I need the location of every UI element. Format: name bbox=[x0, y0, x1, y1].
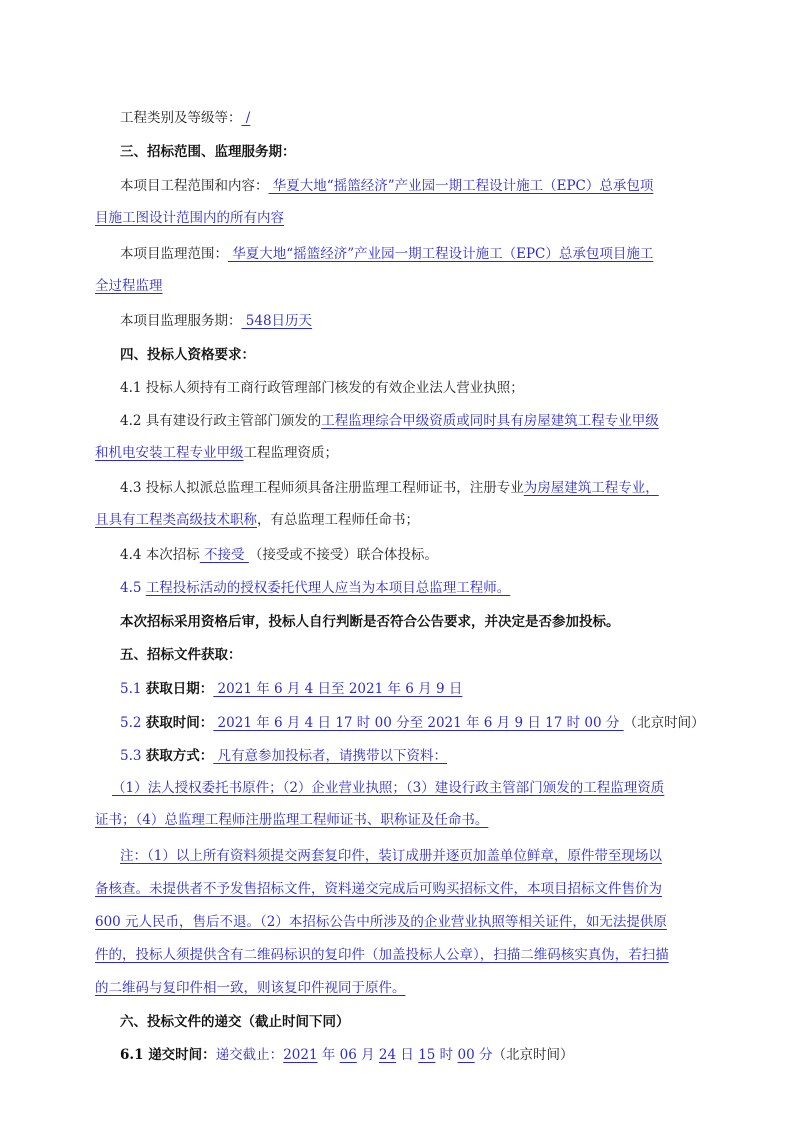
submission-deadline-prefix: 递交截止： bbox=[215, 1047, 284, 1063]
note-text-1: 注：（1）以上所有资料须提交两套复印件，装订成册并逐页加盖单位鲜章，原件带至现场以 bbox=[120, 848, 662, 864]
acquisition-method-value: 凡有意参加投标者，请携带以下资料： bbox=[213, 748, 448, 764]
requirement-4-2-line-1 bbox=[120, 411, 695, 431]
requirement-4-4 bbox=[120, 545, 695, 565]
supervision-line-2 bbox=[95, 276, 695, 296]
submission-time-line bbox=[120, 1045, 695, 1065]
consortium-option: 不接受 bbox=[199, 547, 249, 563]
note-line-3 bbox=[95, 912, 695, 932]
scope-value-1: 华夏大地“摇篮经济”产业园一期工程设计施工（EPC）总承包项 bbox=[268, 178, 654, 194]
scope-line-1 bbox=[120, 176, 695, 196]
requirement-4-2-prefix: 4.2 具有建设行政主管部门颁发的 bbox=[120, 413, 322, 429]
service-period-line bbox=[120, 311, 695, 331]
supervision-value-1: 华夏大地“摇篮经济”产业园一期工程设计施工（EPC）总承包项目施工 bbox=[228, 246, 654, 262]
requirement-4-3-line-1 bbox=[120, 478, 695, 498]
acquisition-method-line bbox=[120, 746, 695, 766]
requirement-4-2-suffix: 工程监理资质； bbox=[243, 445, 338, 461]
qualification-notice: 本次招标采用资格后审，投标人自行判断是否符合公告要求，并决定是否参加投标。 bbox=[120, 614, 620, 630]
requirement-4-5 bbox=[120, 578, 695, 598]
section-4-heading: 四、投标人资格要求： bbox=[120, 347, 255, 363]
requirement-4-3-line-2 bbox=[95, 510, 695, 530]
acquisition-date-label: 获取日期： bbox=[145, 681, 214, 697]
section-3-heading: 三、招标范围、监理服务期： bbox=[120, 144, 296, 160]
section-6-heading: 六、投标文件的递交（截止时间下同） bbox=[120, 1014, 350, 1030]
supervision-label: 本项目监理范围： bbox=[120, 246, 228, 262]
note-text-2: 备核查。未提供者不予发售招标文件，资料递交完成后可购买招标文件，本项目招标文件售价为 bbox=[95, 881, 662, 897]
submission-hour: 15 bbox=[418, 1047, 436, 1063]
note-text-3: 600 元人民币，售后不退。（2）本招标公告中所涉及的企业营业执照等相关证件，如无法提供原 bbox=[95, 914, 667, 930]
submission-month: 06 bbox=[339, 1047, 357, 1063]
scope-line-2 bbox=[95, 208, 695, 228]
submission-minute: 00 bbox=[457, 1047, 475, 1063]
acquisition-date-value: 2021 年 6 月 4 日至 2021 年 6 月 9 日 bbox=[213, 681, 463, 697]
note-line-5 bbox=[95, 978, 695, 998]
acquisition-time-timezone: （北京时间） bbox=[623, 715, 705, 731]
scope-value-2: 目施工图设计范围内的所有内容 bbox=[95, 210, 284, 226]
service-period-label: 本项目监理服务期： bbox=[120, 313, 242, 329]
submission-time-number: 6.1 bbox=[120, 1047, 149, 1063]
materials-line-2 bbox=[95, 810, 695, 830]
supervision-line-1 bbox=[120, 244, 695, 264]
submission-day: 24 bbox=[378, 1047, 397, 1063]
requirement-4-4-prefix: 4.4 本次招标 bbox=[120, 547, 200, 563]
acquisition-date-line bbox=[120, 679, 695, 699]
requirement-4-5-text: 工程投标活动的授权委托代理人应当为本项目总监理工程师。 bbox=[145, 580, 511, 596]
requirement-4-1: 4.1 投标人须持有工商行政管理部门核发的有效企业法人营业执照； bbox=[120, 380, 524, 396]
requirement-4-4-suffix: （接受或不接受）联合体投标。 bbox=[248, 547, 438, 563]
supervision-value-2: 全过程监理 bbox=[95, 278, 163, 294]
requirement-4-3-prefix: 4.3 投标人拟派总监理工程师须具备注册监理工程师证书，注册专业 bbox=[120, 480, 524, 496]
acquisition-time-value: 2021 年 6 月 4 日 17 时 00 分至 2021 年 6 月 9 日 17 时 00 分 bbox=[213, 715, 624, 731]
requirement-4-5-number: 4.5 bbox=[120, 580, 146, 596]
note-line-2 bbox=[95, 879, 695, 899]
scope-label: 本项目工程范围和内容： bbox=[120, 178, 269, 194]
acquisition-date-number: 5.1 bbox=[120, 681, 146, 697]
service-period-value: 548日历天 bbox=[241, 313, 313, 329]
year-unit: 年 bbox=[317, 1047, 340, 1063]
acquisition-method-number: 5.3 bbox=[120, 748, 146, 764]
acquisition-time-label: 获取时间： bbox=[145, 715, 214, 731]
section-5-heading: 五、招标文件获取： bbox=[120, 647, 242, 663]
engineering-category-line bbox=[120, 108, 695, 128]
hour-unit: 时 bbox=[435, 1047, 458, 1063]
acquisition-time-line bbox=[120, 713, 705, 733]
requirement-4-2-qualification-2: 和机电安装工程专业甲级 bbox=[95, 445, 244, 461]
month-unit: 月 bbox=[356, 1047, 379, 1063]
materials-line-1 bbox=[112, 778, 712, 798]
engineering-category-value: / bbox=[241, 110, 251, 126]
requirement-4-3-major: 为房屋建筑工程专业， bbox=[523, 480, 659, 496]
acquisition-time-number: 5.2 bbox=[120, 715, 146, 731]
submission-year: 2021 bbox=[283, 1047, 318, 1063]
requirement-4-2-line-2 bbox=[95, 443, 695, 463]
materials-text-2: 证书；（4）总监理工程师注册监理工程师证书、职称证及任命书。 bbox=[95, 812, 489, 828]
requirement-4-2-qualification-1: 工程监理综合甲级资质或同时具有房屋建筑工程专业甲级 bbox=[321, 413, 659, 429]
submission-time-label: 递交时间： bbox=[148, 1047, 216, 1063]
note-line-4 bbox=[95, 945, 695, 965]
requirement-4-3-suffix: ，有总监理工程师任命书； bbox=[257, 512, 419, 528]
engineering-category-label: 工程类别及等级等： bbox=[120, 110, 242, 126]
requirement-4-3-title: 且具有工程类高级技术职称 bbox=[95, 512, 257, 528]
note-text-5: 的二维码与复印件相一致，则该复印件视同于原件。 bbox=[95, 980, 406, 996]
minute-unit: 分 bbox=[474, 1047, 493, 1063]
acquisition-method-label: 获取方式： bbox=[145, 748, 214, 764]
day-unit: 日 bbox=[396, 1047, 419, 1063]
note-text-4: 件的，投标人须提供含有二维码标识的复印件（加盖投标人公章），扫描二维码核实真伪，若扫描 bbox=[95, 947, 669, 963]
materials-text-1: （1）法人授权委托书原件；（2）企业营业执照；（3）建设行政主管部门颁发的工程监理资质 bbox=[112, 780, 665, 796]
submission-timezone: （北京时间） bbox=[492, 1047, 574, 1063]
note-line-1 bbox=[120, 846, 695, 866]
